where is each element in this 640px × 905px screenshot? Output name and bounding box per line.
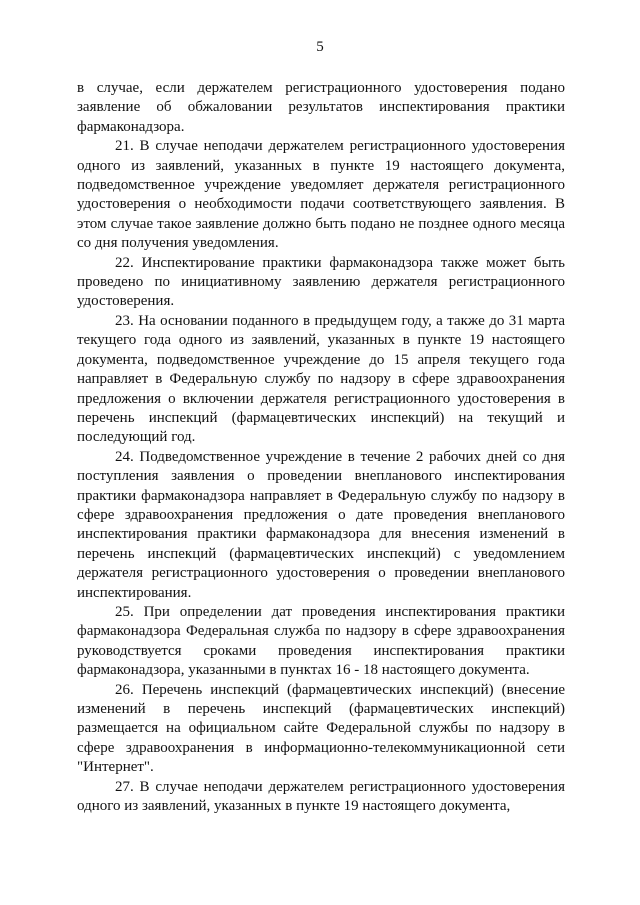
paragraph-23: 23. На основании поданного в предыдущем году, а также до 31 марта текущего года одного из заявлений, указанных в пункте 19 настоящего документа, подведомственное учреждение до 15 апреля текущего года направляет в Федеральную службу по надзору в сфере здравоохранения предложения о включении держателя регистрационного удостоверения в перечень инспекций (фармацевтических инспекций) на текущий и последующий год.: [77, 312, 565, 446]
paragraph-27: 27. В случае неподачи держателем регистрационного удостоверения одного из заявлений, указанных в пункте 19 настоящего документа,: [77, 778, 565, 815]
paragraph-21: 21. В случае неподачи держателем регистрационного удостоверения одного из заявлений, указанных в пункте 19 настоящего документа, подведомственное учреждение уведомляет держателя регистрационного удостоверения о необходимости подачи соответствующего заявления. В этом случае такое заявление должно быть подано не позднее одного месяца со дня получения уведомления.: [77, 138, 565, 252]
paragraph-24: 24. Подведомственное учреждение в течение 2 рабочих дней со дня поступления заявления о проведении внепланового инспектирования практики фармаконадзора направляет в Федеральную службу по надзору в сфере здравоохранения предложения о дате проведения внепланового инспектирования практики фармаконадзора для внесения изменений в перечень инспекций (фармацевтических инспекций) с уведомлением держателя регистрационного удостоверения о проведении внепланового инспектирования.: [77, 448, 565, 601]
paragraph-25: 25. При определении дат проведения инспектирования практики фармаконадзора Федеральная служба по надзору в сфере здравоохранения руководствуется сроками проведения инспектирования практики фармаконадзора, указанными в пунктах 16 - 18 настоящего документа.: [77, 603, 565, 679]
paragraph-26: 26. Перечень инспекций (фармацевтических инспекций) (внесение изменений в перечень инспекций (фармацевтических инспекций) размещается на официальном сайте Федеральной службы по надзору в сфере здравоохранения в информационно-телекоммуникационной сети "Интернет".: [77, 681, 565, 776]
page-number: 5: [316, 39, 324, 55]
document-body: [77, 79, 565, 816]
paragraph-continuation: в случае, если держателем регистрационного удостоверения подано заявление об обжаловании результатов инспектирования практики фармаконадзора.: [77, 80, 565, 135]
paragraph-22: 22. Инспектирование практики фармаконадзора также может быть проведено по инициативному заявлению держателя регистрационного удостоверения.: [77, 254, 565, 310]
